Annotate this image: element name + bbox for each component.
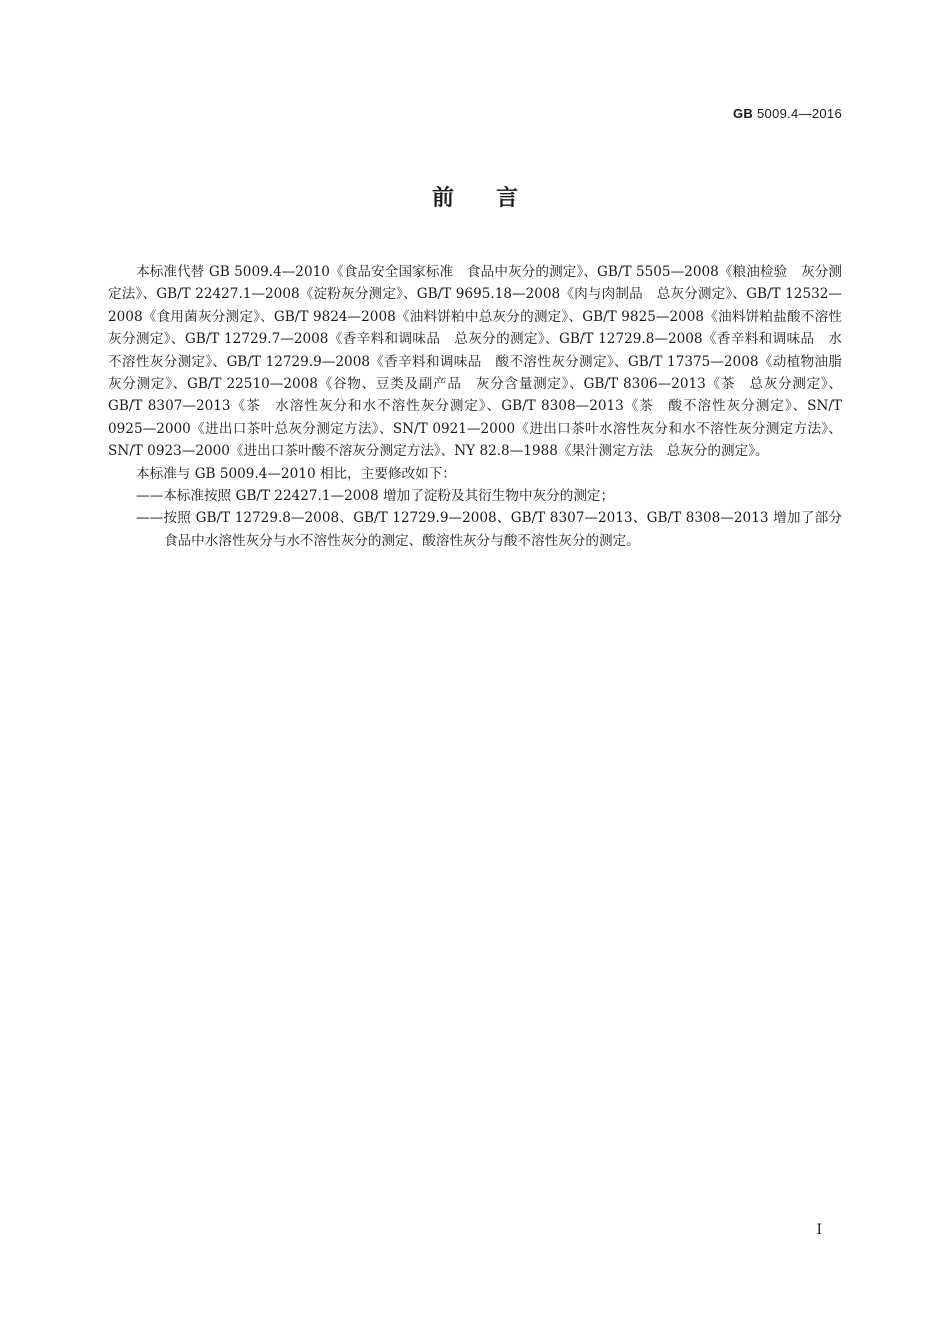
page-number: I	[816, 1222, 822, 1238]
foreword-paragraph-replacement: 本标准代替 GB 5009.4—2010《食品安全国家标准 食品中灰分的测定》、GB/T 5505—2008《粮油检验 灰分测定法》、GB/T 22427.1—2008《淀粉灰分测定》、GB/T 9695.18—2008《肉与肉制品 总灰分测定》、GB/T 12532—2008《食用菌灰分测定》、GB/T 9824—2008《油料饼粕中总灰分的测定》、GB/T 9825—2008《油料饼粕盐酸不溶性灰分测定》、GB/T 12729.7—2008《香辛料和调味品 总灰分的测定》、GB/T 12729.8—2008《香辛料和调味品 水不溶性灰分测定》、GB/T 12729.9—2008《香辛料和调味品 酸不溶性灰分测定》、GB/T 17375—2008《动植物油脂 灰分测定》、GB/T 22510—2008《谷物、豆类及副产品 灰分含量测定》、GB/T 8306—2013《茶 总灰分测定》、GB/T 8307—2013《茶 水溶性灰分和水不溶性灰分测定》、GB/T 8308—2013《茶 酸不溶性灰分测定》、SN/T 0925—2000《进出口茶叶总灰分测定方法》、SN/T 0921—2000《进出口茶叶水溶性灰分和水不溶性灰分测定方法》、SN/T 0923—2000《进出口茶叶酸不溶灰分测定方法》、NY 82.8—1988《果汁测定方法 总灰分的测定》。	[108, 264, 856, 460]
standard-code-prefix: GB	[732, 106, 754, 121]
standard-code	[733, 106, 842, 121]
foreword-paragraph-changes-intro: 本标准与 GB 5009.4—2010 相比，主要修改如下：	[136, 465, 456, 482]
change-item-2: ——按照 GB/T 12729.8—2008、GB/T 12729.9—2008、GB/T 8307—2013、GB/T 8308—2013 增加了部分食品中水溶性灰分与水不溶性灰分的测定、酸溶性灰分与酸不溶性灰分的测定。	[136, 510, 842, 549]
change-item-1: ——本标准按照 GB/T 22427.1—2008 增加了淀粉及其衍生物中灰分的测定；	[136, 488, 615, 505]
page-title: 前言	[431, 186, 560, 211]
foreword-body	[108, 261, 856, 552]
standard-code-number: 5009.4—2016	[757, 106, 842, 121]
